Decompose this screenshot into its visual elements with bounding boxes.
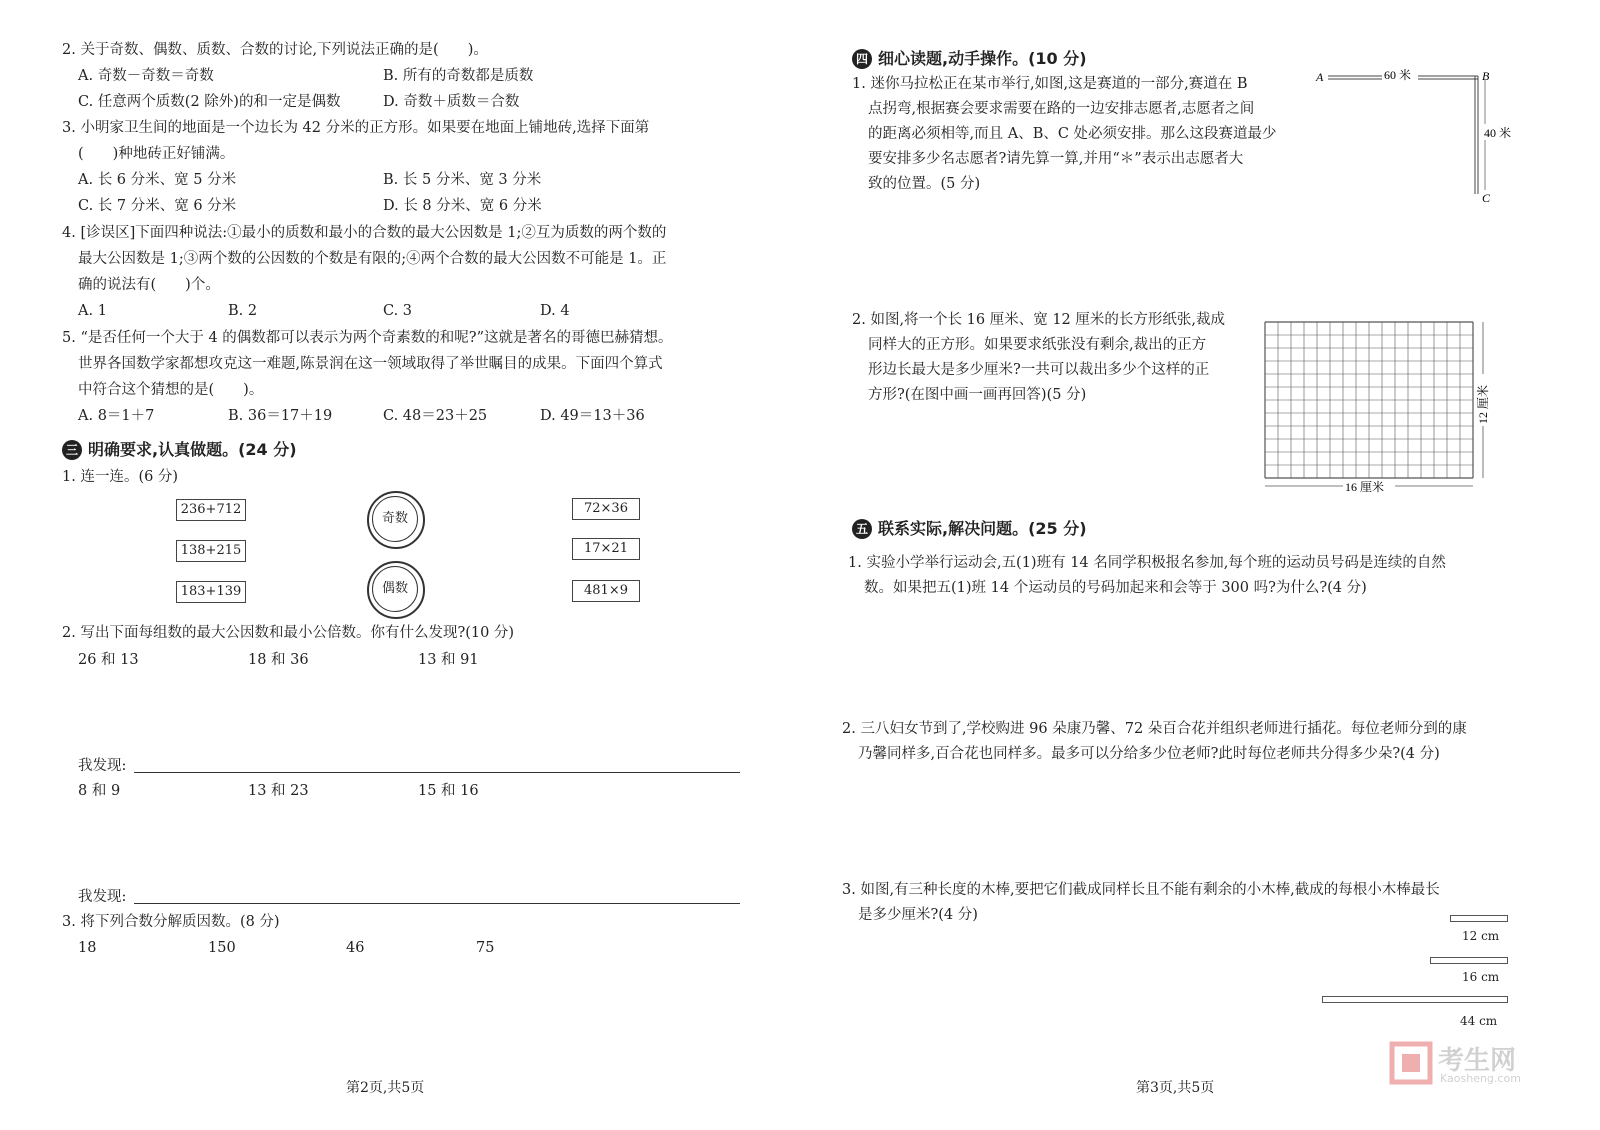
race-course-diagram bbox=[1310, 62, 1530, 212]
s3q2-find-1: 我发现: bbox=[78, 758, 127, 774]
s4q2-text bbox=[852, 308, 1225, 408]
q4-stem-2: 最大公因数是 1;③两个数的公因数的个数是有限的;④两个合数的最大公因数不可能是 1。正 bbox=[78, 251, 667, 267]
s3q1-title: 1. 连一连。(6 分) bbox=[62, 469, 179, 485]
s4q2-line-2: 同样大的正方形。如果要求纸张没有剩余,裁出的正方 bbox=[868, 337, 1207, 353]
watermark-url: Kaosheng.com bbox=[1440, 1072, 1521, 1085]
q3-stem-2: ( )种地砖正好铺满。 bbox=[78, 146, 235, 162]
s5q1-line-1: 1. 实验小学举行运动会,五(1)班有 14 名同学积极报名参加,每个班的运动员号码是连续的自然 bbox=[848, 555, 1446, 571]
s3q3-title: 3. 将下列合数分解质因数。(8 分) bbox=[62, 914, 280, 930]
section-5-title: 联系实际,解决问题。(25 分) bbox=[878, 519, 1087, 538]
section-4-title: 细心读题,动手操作。(10 分) bbox=[878, 49, 1087, 68]
answer-line-2 bbox=[134, 903, 740, 904]
q4-stem-3: 确的说法有( )个。 bbox=[78, 277, 220, 293]
stick-12cm bbox=[1450, 915, 1508, 922]
s4q1-text bbox=[852, 72, 1277, 197]
grid-width-label: 16 厘米 bbox=[1345, 480, 1385, 494]
section-5-number: 五 bbox=[852, 519, 872, 539]
q2-option-b: B. 所有的奇数都是质数 bbox=[383, 68, 534, 84]
q4-option-b: B. 2 bbox=[228, 303, 258, 319]
q3-option-a: A. 长 6 分米、宽 5 分米 bbox=[78, 172, 237, 188]
watermark-logo-icon bbox=[1388, 1040, 1434, 1086]
q5-stem-3: 中符合这个猜想的是( )。 bbox=[78, 382, 264, 398]
q3-option-b: B. 长 5 分米、宽 3 分米 bbox=[383, 172, 542, 188]
point-c-label: C bbox=[1482, 191, 1491, 205]
s3q2-row2-item-3: 15 和 16 bbox=[418, 783, 479, 799]
match-left-box-1: 236+712 bbox=[176, 499, 246, 521]
s5q2-line-1: 2. 三八妇女节到了,学校购进 96 朵康乃馨、72 朵百合花并组织老师进行插花。每位老师分到的康 bbox=[842, 721, 1467, 737]
q5-stem-1: 5. “是否任何一个大于 4 的偶数都可以表示为两个奇素数的和呢?”这就是著名的哥德巴赫猜想。 bbox=[62, 330, 673, 346]
s5q3-line-2: 是多少厘米?(4 分) bbox=[858, 907, 978, 923]
q5-option-b: B. 36＝17＋19 bbox=[228, 408, 333, 424]
even-circle bbox=[367, 561, 425, 619]
s4q1-line-2: 点拐弯,根据赛会要求需要在路的一边安排志愿者,志愿者之间 bbox=[868, 101, 1255, 117]
left-page-footer: 第2页,共5页 bbox=[346, 1080, 425, 1096]
s5q2-line-2: 乃馨同样多,百合花也同样多。最多可以分给多少位老师?此时每位老师共分得多少朵?(4 分) bbox=[858, 746, 1440, 762]
grid-height-label: 12 厘米 bbox=[1476, 384, 1490, 424]
stick-16cm bbox=[1430, 957, 1508, 964]
s3q3-num-3: 46 bbox=[346, 940, 365, 956]
q2-stem: 2. 关于奇数、偶数、质数、合数的讨论,下列说法正确的是( )。 bbox=[62, 42, 488, 58]
q3-option-c: C. 长 7 分米、宽 6 分米 bbox=[78, 198, 237, 214]
q2-option-c: C. 任意两个质数(2 除外)的和一定是偶数 bbox=[78, 94, 341, 110]
even-circle-label: 偶数 bbox=[372, 566, 418, 612]
s3q3-num-4: 75 bbox=[476, 940, 495, 956]
s3q2-row1-item-1: 26 和 13 bbox=[78, 652, 139, 668]
q5-option-c: C. 48＝23＋25 bbox=[383, 408, 488, 424]
q2-option-a: A. 奇数－奇数＝奇数 bbox=[78, 68, 214, 84]
s3q2-find-2: 我发现: bbox=[78, 889, 127, 905]
q4-option-d: D. 4 bbox=[540, 303, 570, 319]
stick-44cm-label: 44 cm bbox=[1460, 1014, 1498, 1028]
stick-12cm-label: 12 cm bbox=[1462, 929, 1500, 943]
s4q1-line-1: 1. 迷你马拉松正在某市举行,如图,这是赛道的一部分,赛道在 B bbox=[852, 76, 1248, 92]
stick-16cm-label: 16 cm bbox=[1462, 970, 1500, 984]
s3q3-num-2: 150 bbox=[208, 940, 236, 956]
match-right-box-3: 481×9 bbox=[572, 580, 640, 602]
q5-option-d: D. 49＝13＋36 bbox=[540, 408, 645, 424]
s4q1-line-4: 要安排多少名志愿者?请先算一算,并用“＊”表示出志愿者大 bbox=[868, 151, 1244, 167]
section-3-number: 三 bbox=[62, 440, 82, 460]
s5q1-line-2: 数。如果把五(1)班 14 个运动员的号码加起来和会等于 300 吗?为什么?(4 分) bbox=[864, 580, 1367, 596]
q2-option-d: D. 奇数＋质数＝合数 bbox=[383, 94, 520, 110]
q3-option-d: D. 长 8 分米、宽 6 分米 bbox=[383, 198, 542, 214]
s4q1-line-3: 的距离必须相等,而且 A、B、C 处必须安排。那么这段赛道最少 bbox=[868, 126, 1277, 142]
s4q1-line-5: 致的位置。(5 分) bbox=[868, 176, 981, 192]
section-4-heading bbox=[852, 46, 1087, 69]
s4q2-line-1: 2. 如图,将一个长 16 厘米、宽 12 厘米的长方形纸张,裁成 bbox=[852, 312, 1225, 328]
section-3-title: 明确要求,认真做题。(24 分) bbox=[88, 440, 297, 459]
bc-length-label: 40 米 bbox=[1484, 126, 1512, 140]
ab-length-label: 60 米 bbox=[1384, 68, 1412, 82]
odd-circle bbox=[367, 491, 425, 549]
s3q2-row1-item-2: 18 和 36 bbox=[248, 652, 309, 668]
s3q2-row2-item-2: 13 和 23 bbox=[248, 783, 309, 799]
q4-option-a: A. 1 bbox=[78, 303, 107, 319]
match-right-box-2: 17×21 bbox=[572, 538, 640, 560]
q5-stem-2: 世界各国数学家都想攻克这一难题,陈景润在这一领域取得了举世瞩目的成果。下面四个算式 bbox=[78, 356, 663, 372]
paper-grid bbox=[1255, 316, 1505, 506]
odd-circle-label: 奇数 bbox=[372, 496, 418, 542]
answer-line-1 bbox=[134, 772, 740, 773]
q5-option-a: A. 8＝1＋7 bbox=[78, 408, 155, 424]
stick-44cm bbox=[1322, 996, 1508, 1003]
point-a-label: A bbox=[1316, 70, 1324, 84]
watermark bbox=[1388, 1040, 1558, 1090]
section-5-heading bbox=[852, 516, 1087, 539]
s5q3-line-1: 3. 如图,有三种长度的木棒,要把它们截成同样长且不能有剩余的小木棒,截成的每根小木棒最长 bbox=[842, 882, 1440, 898]
match-right-box-1: 72×36 bbox=[572, 498, 640, 520]
s3q3-num-1: 18 bbox=[78, 940, 97, 956]
watermark-brand: 考生网 bbox=[1438, 1046, 1517, 1076]
s3q2-title: 2. 写出下面每组数的最大公因数和最小公倍数。你有什么发现?(10 分) bbox=[62, 625, 515, 641]
q3-stem-1: 3. 小明家卫生间的地面是一个边长为 42 分米的正方形。如果要在地面上铺地砖,选择下面第 bbox=[62, 120, 650, 136]
s3q2-row1-item-3: 13 和 91 bbox=[418, 652, 479, 668]
match-left-box-3: 183+139 bbox=[176, 581, 246, 603]
q4-option-c: C. 3 bbox=[383, 303, 413, 319]
point-b-label: B bbox=[1482, 69, 1490, 83]
right-page-footer: 第3页,共5页 bbox=[1136, 1080, 1215, 1096]
s3q2-row2-item-1: 8 和 9 bbox=[78, 783, 121, 799]
match-left-box-2: 138+215 bbox=[176, 540, 246, 562]
q4-stem-1: 4. [诊误区]下面四种说法:①最小的质数和最小的合数的最大公因数是 1;②互为质数的两个数的 bbox=[62, 225, 667, 241]
s4q2-line-3: 形边长最大是多少厘米?一共可以裁出多少个这样的正 bbox=[868, 362, 1210, 378]
s4q2-line-4: 方形?(在图中画一画再回答)(5 分) bbox=[868, 387, 1087, 403]
section-4-number: 四 bbox=[852, 49, 872, 69]
section-3-heading bbox=[62, 437, 297, 460]
